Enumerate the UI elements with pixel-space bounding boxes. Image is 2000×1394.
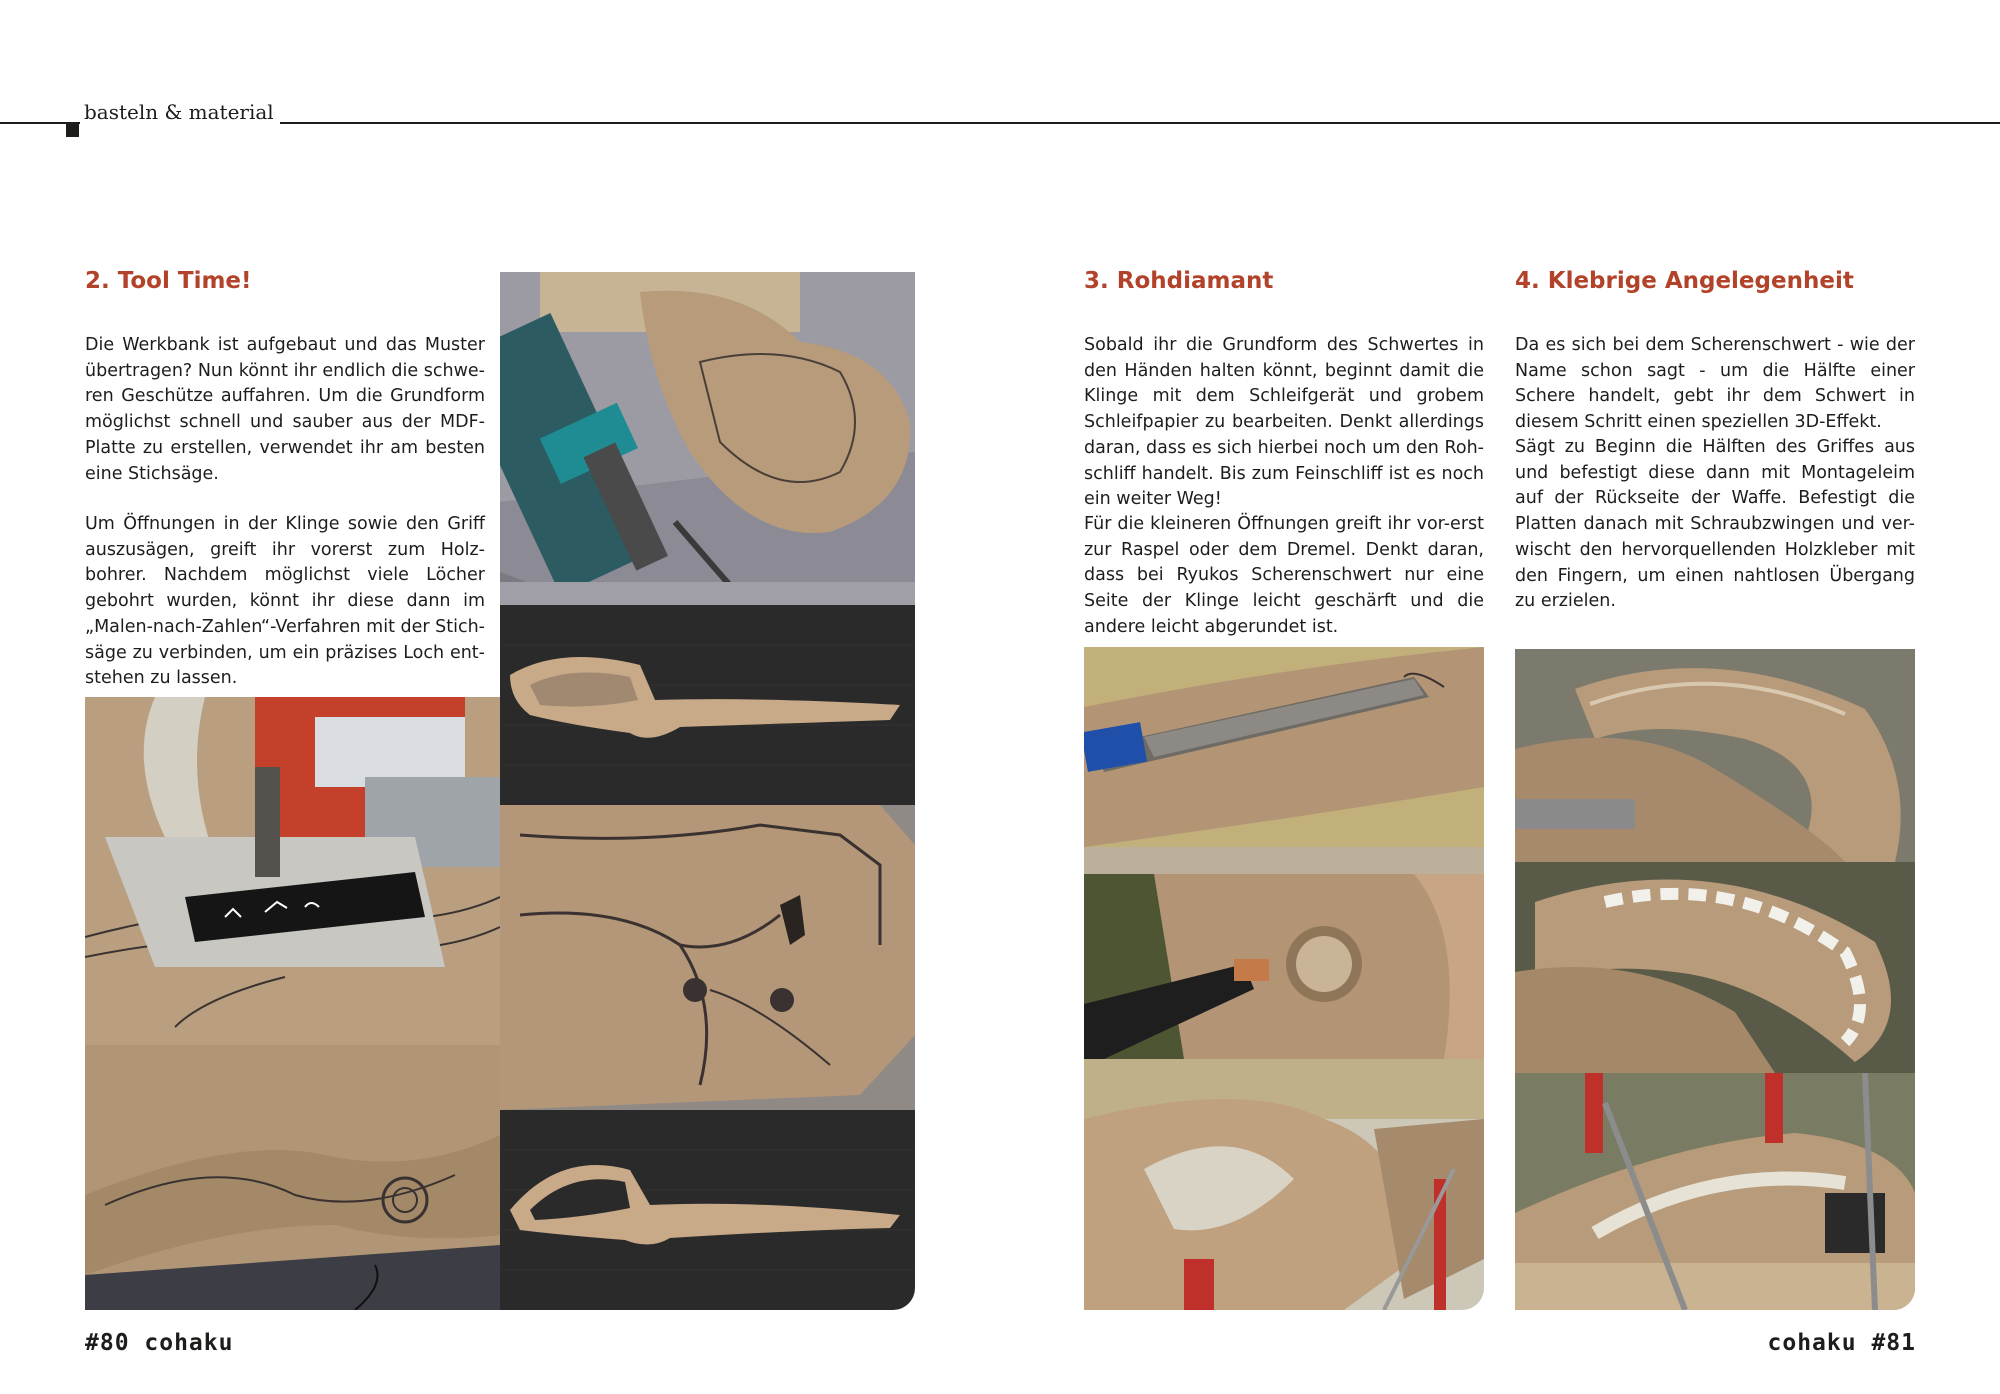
header-rule-right bbox=[270, 122, 2000, 124]
photo-finished-cutout-dark bbox=[500, 1110, 915, 1310]
paragraph-rohdiamant-2: Für die kleineren Öffnungen greift ihr vor-erst zur Raspel oder dem Dremel. Denkt daran, dass bei Ryukos Scherenschwert nur eine Seite der Klinge leicht geschärft und die andere leicht abgerundet ist. bbox=[1084, 514, 1484, 637]
page-number-right: cohaku #81 bbox=[1767, 1330, 1916, 1356]
heading-tool-time: 2. Tool Time! bbox=[85, 268, 252, 294]
paragraph-rohdiamant-1: Sobald ihr die Grundform des Schwertes in den Händen halten könnt, beginnt damit die Klinge mit dem Schleifgerät und grobem Schleifpapier zu bearbeiten. Denkt allerdings daran, dass es sich hierbei noch um den Roh-schliff handelt. Bis zum Feinschliff ist es noch ein weiter Weg! bbox=[1084, 335, 1484, 510]
header-marker bbox=[66, 124, 79, 137]
paragraph-tool-time-2: Um Öffnungen in der Klinge sowie den Griff auszusägen, greift ihr vorerst zum Holz-bohrer. Nachdem möglichst viele Löcher gebohrt wurden, könnt ihr diese dann im „Malen-nach-Zahlen“-Verfahren mit der Stich-säge zu verbinden, um ein präzises Loch ent-stehen zu lassen. bbox=[85, 514, 485, 689]
photo-drill-on-mdf bbox=[500, 272, 915, 605]
photo-sword-cutout-dark bbox=[500, 605, 915, 805]
photo-handle-halves bbox=[1515, 649, 1915, 862]
photo-pencil-outline-closeup bbox=[500, 805, 915, 1110]
heading-rohdiamant: 3. Rohdiamant bbox=[1084, 268, 1274, 294]
photo-rasp-filing bbox=[1084, 647, 1484, 874]
photo-sword-on-workbench bbox=[1084, 1059, 1484, 1310]
paragraph-klebrige-2: Sägt zu Beginn die Hälften des Griffes aus und befestigt diese dann mit Montageleim auf der Rückseite der Waffe. Befestigt die Platten danach mit Schraubzwingen und ver-wischt den hervorquellenden Holzkleber mit den Fingern, um einen nahtlosen Übergang zu erzielen. bbox=[1515, 437, 1915, 612]
heading-klebrige-angelegenheit: 4. Klebrige Angelegenheit bbox=[1515, 268, 1854, 294]
page-number-left: #80 cohaku bbox=[85, 1330, 234, 1356]
paragraph-klebrige-1: Da es sich bei dem Scherenschwert - wie der Name schon sagt - um die Hälfte einer Schere handelt, gebt ihr dem Schwert in diesem Schritt einen speziellen 3D-Effekt. bbox=[1515, 335, 1915, 433]
photo-blade-outline bbox=[85, 1045, 500, 1310]
photo-clamped-gluing bbox=[1515, 1073, 1915, 1310]
photo-glue-applied bbox=[1515, 862, 1915, 1073]
paragraph-tool-time-1: Die Werkbank ist aufgebaut und das Muster übertragen? Nun könnt ihr endlich die schwe-ren Geschütze auffahren. Um die Grundform möglichst schnell und sauber aus der MDF-Platte zu erstellen, verwendet ihr am besten eine Stichsäge. bbox=[85, 335, 485, 484]
photo-jigsaw-cutting bbox=[85, 697, 500, 1045]
section-label: basteln & material bbox=[84, 100, 280, 124]
photo-dremel-grinding bbox=[1084, 874, 1484, 1059]
